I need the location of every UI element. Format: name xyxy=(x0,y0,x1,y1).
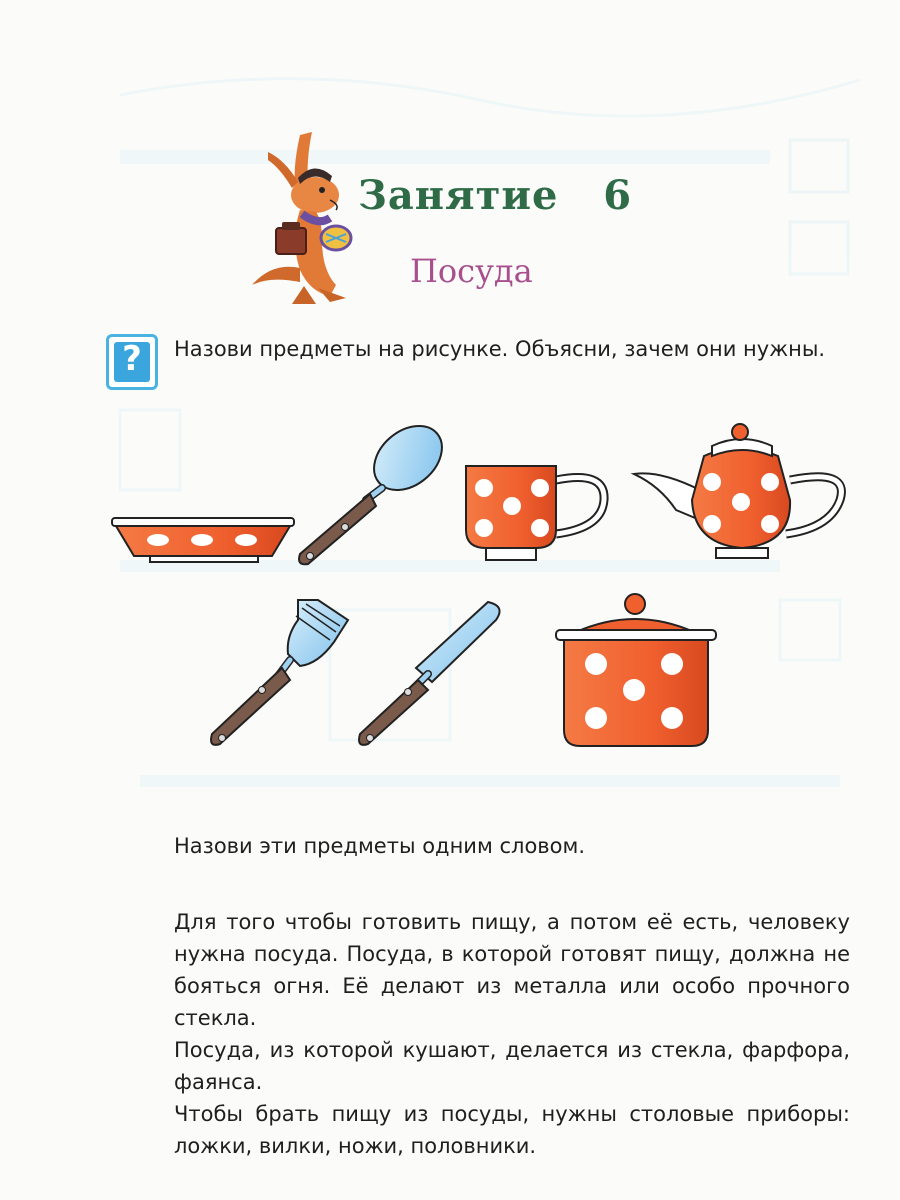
paragraph-cooking: Для того чтобы готовить пищу, а потом её есть, человеку нужна посуда. Посуда, в которой готовят пищу, должна не бояться огня. Её делают из металла или особо прочного стекла. xyxy=(174,910,850,1030)
cup-icon xyxy=(466,466,604,560)
fork-icon xyxy=(211,600,348,745)
paragraph-tableware-materials: Посуда, из которой кушают, делается из стекла, фарфора, фаянса. xyxy=(174,1038,850,1094)
teapot-icon xyxy=(634,424,841,558)
task-instruction: Назови предметы на рисунке. Объясни, зачем они нужны. xyxy=(174,337,826,361)
plate-icon xyxy=(112,518,294,562)
paragraph-cutlery: Чтобы брать пищу из посуды, нужны столовые приборы: ложки, вилки, ножи, половники. xyxy=(174,1102,850,1158)
spoon-icon xyxy=(299,413,454,564)
knife-icon xyxy=(359,602,500,745)
task-one-word: Назови эти предметы одним словом. xyxy=(174,834,586,858)
lesson-subtitle: Посуда xyxy=(410,252,533,290)
question-icon: ? xyxy=(122,339,142,379)
lesson-title: Занятие 6 xyxy=(358,172,633,219)
pot-icon xyxy=(556,594,716,746)
